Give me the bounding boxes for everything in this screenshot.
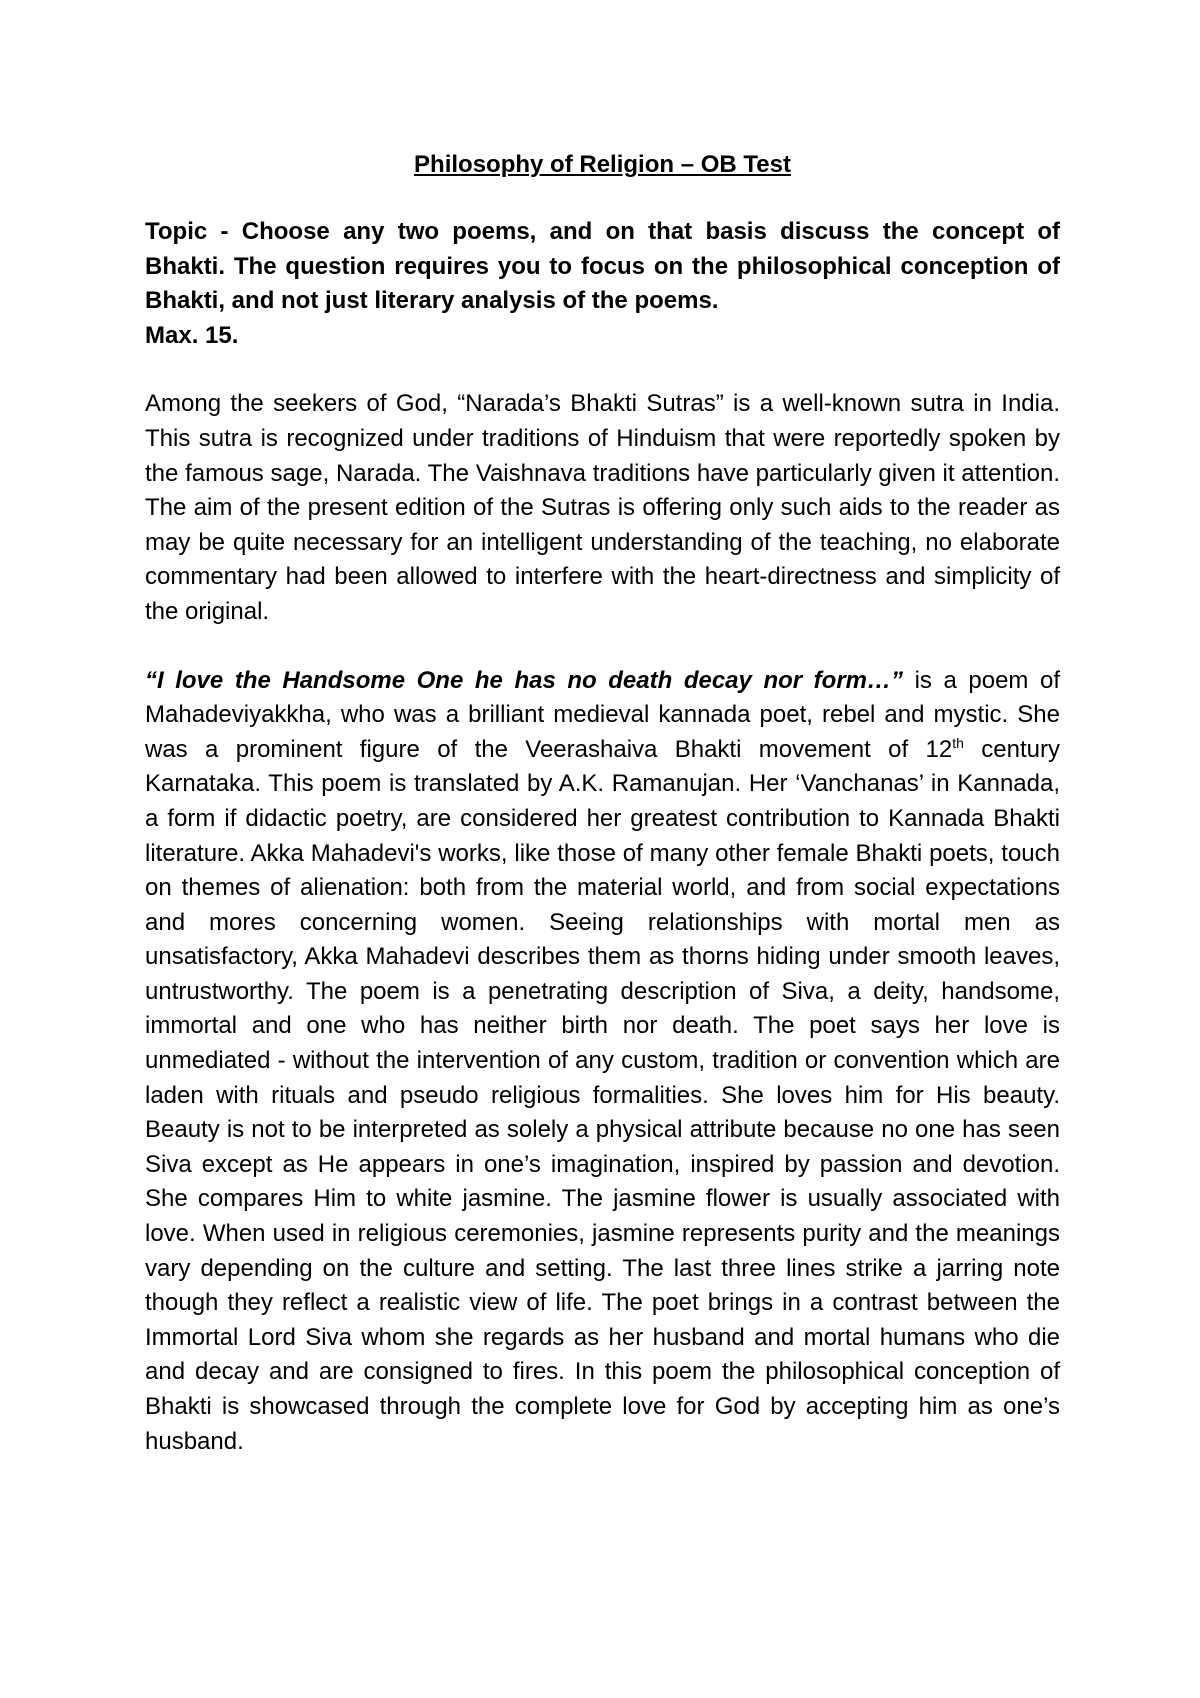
document-page xyxy=(145,148,1060,1493)
paragraph-narada: Among the seekers of God, “Narada’s Bhakti Sutras” is a well-known sutra in India. This sutra is recognized under traditions of Hinduism that were reportedly spoken by the famous sage, Narada. The Vaishnava traditions have particularly given it attention. The aim of the present edition of the Sutras is offering only such aids to the reader as may be quite necessary for an intelligent understanding of the teaching, no elaborate commentary had been allowed to interfere with the heart-directness and simplicity of the original. xyxy=(145,390,1060,625)
max-marks: Max. 15. xyxy=(145,321,239,349)
topic-text: Topic - Choose any two poems, and on that basis discuss the concept of Bhakti. The question requires you to focus on the philosophical conception of Bhakti, and not just literary analysis of the poems. xyxy=(145,218,1060,315)
ordinal-superscript: th xyxy=(952,734,964,751)
paragraph-mahadevi xyxy=(145,664,1060,1460)
paragraph-mahadevi-text-a: is a poem of Mahadeviyakkha, who was a brilliant medieval kannada poet, rebel and mystic. She was a prominent figure of the Veerashaiva Bhakti movement of 12 xyxy=(145,666,1060,763)
paragraph-mahadevi-text-b: century Karnataka. This poem is translated by A.K. Ramanujan. Her ‘Vanchanas’ in Kannada, a form if didactic poetry, are considered her greatest contribution to Kannada Bhakti literature. Akka Mahadevi's works, like those of many other female Bhakti poets, touch on themes of alienation: both from the material world, and from social expectations and mores concerning women. Seeing relationships with mortal men as unsatisfactory, Akka Mahadevi describes them as thorns hiding under smooth leaves, untrustworthy. The poem is a penetrating description of Siva, a deity, handsome, immortal and one who has neither birth nor death. The poet says her love is unmediated - without the intervention of any custom, tradition or convention which are laden with rituals and pseudo religious formalities. She loves him for His beauty. Beauty is not to be interpreted as solely a physical attribute because no one has seen Siva except as He appears in one’s imagination, inspired by passion and devotion. She compares Him to white jasmine. The jasmine flower is usually associated with love. When used in religious ceremonies, jasmine represents purity and the meanings vary depending on the culture and setting. The last three lines strike a jarring note though they reflect a realistic view of life. The poet brings in a contrast between the Immortal Lord Siva whom she regards as her husband and mortal humans who die and decay and are consigned to fires. In this poem the philosophical conception of Bhakti is showcased through the complete love for God by accepting him as one’s husband. xyxy=(145,735,1060,1455)
poem-quote: “I love the Handsome One he has no death decay nor form…” xyxy=(145,666,903,694)
document-title: Philosophy of Religion – OB Test xyxy=(414,151,791,178)
